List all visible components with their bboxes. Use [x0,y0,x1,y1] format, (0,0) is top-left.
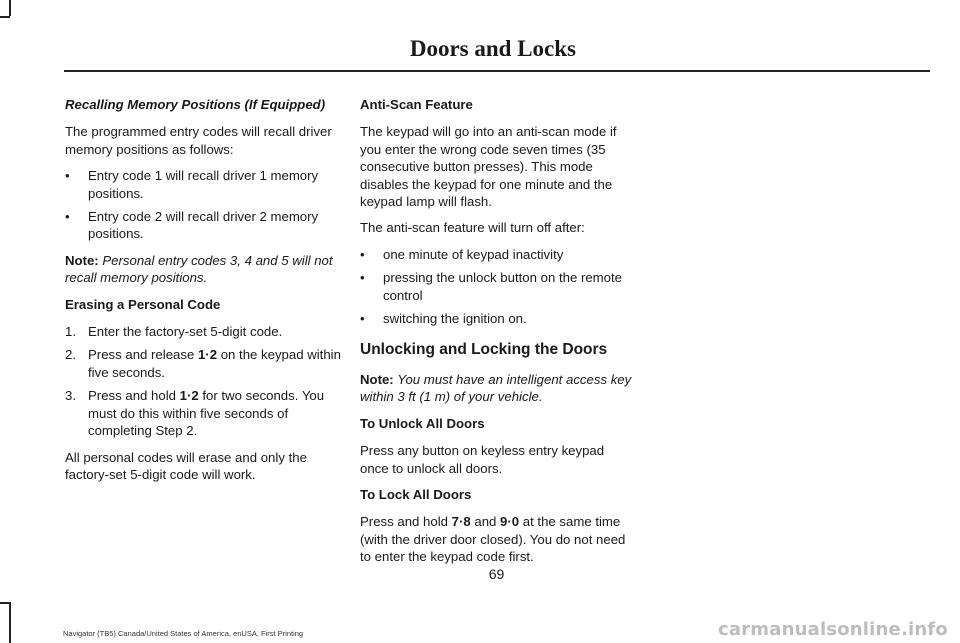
bullet-marker: • [65,168,70,184]
note-label: Note: [360,371,394,387]
unlock-text: Press any button on keyless entry keypad once to unlock all doors. [360,443,605,476]
list-item: • switching the ignition on. [360,311,527,327]
bullet-marker: • [360,311,365,327]
key-label: 1·2 [197,347,218,363]
step-text: Enter the factory-set 5-digit code. [88,324,283,340]
footer-text: Navigator (TB5) Canada/United States of America, enUSA, First Printing [63,629,304,638]
list-item-text: Entry code 1 will recall driver 1 memory positions. [88,168,319,201]
note-text: Personal entry codes 3, 4 and 5 will not recall memory positions. [65,252,333,286]
page-header-title: Doors and Locks [409,36,576,61]
page-number: 69 [488,566,505,582]
step-item: 3. Press and hold 1·2 for two seconds. You must do this within five seconds of completing Step 2. [65,388,325,439]
right-column [360,96,636,575]
step-number: 3. [65,388,76,404]
antiscan-off-intro: The anti-scan feature will turn off after: [360,220,585,236]
bullet-marker: • [360,246,365,262]
note [65,252,341,287]
recall-intro: The programmed entry codes will recall driver memory positions as follows: [65,124,332,157]
list-item [65,167,341,202]
crop-mark-top-left-v [9,0,11,16]
note-text: You must have an intelligent access key within 3 ft (1 m) of your vehicle. [360,371,632,405]
list-item: • one minute of keypad inactivity [360,246,564,262]
note [360,371,636,406]
antiscan-text: The keypad will go into an anti-scan mode if you enter the wrong code seven times (35 consecutive button presses). This mode disables the keypad for one minute and the keypad lamp will flash. [360,124,617,210]
step-number: 1. [65,324,76,340]
left-column [65,96,341,492]
step-number: 2. [65,347,76,363]
recall-list [65,167,341,243]
list-item-text: Entry code 2 will recall driver 2 memory positions. [88,209,319,242]
erase-steps [65,323,341,439]
step-item [65,323,341,340]
list-item [65,208,341,243]
key-label: 1·2 [179,388,199,404]
lock-text: Press and hold 7·8 and 9·0 at the same time (with the driver door closed). You do not need to enter the keypad code first. [360,514,626,565]
unlock-heading: To Unlock All Doors [360,415,485,431]
erase-heading: Erasing a Personal Code [65,296,221,312]
step-item: 2. Press and release 1·2 on the keypad within five seconds. [65,347,341,380]
bullet-marker: • [360,270,365,286]
key-label: 9·0 [500,514,520,530]
note-label: Note: [65,252,99,268]
header-rule [64,70,930,72]
recall-heading: Recalling Memory Positions (If Equipped) [65,97,326,112]
watermark-text: carmanualsonline.info [717,619,948,640]
antiscan-heading: Anti-Scan Feature [360,97,473,112]
crop-mark-bottom-left-v [9,602,11,643]
antiscan-list [360,246,636,328]
bullet-marker: • [65,209,70,225]
key-label: 7·8 [451,514,471,530]
erase-outro: All personal codes will erase and only the factory-set 5-digit code will work. [65,449,307,482]
lock-heading: To Lock All Doors [360,486,472,502]
crop-mark-bottom-left-h [0,602,10,604]
crop-mark-top-left-h [0,16,10,18]
list-item: • pressing the unlock button on the remote control [360,270,622,303]
section-heading: Unlocking and Locking the Doors [360,341,608,359]
